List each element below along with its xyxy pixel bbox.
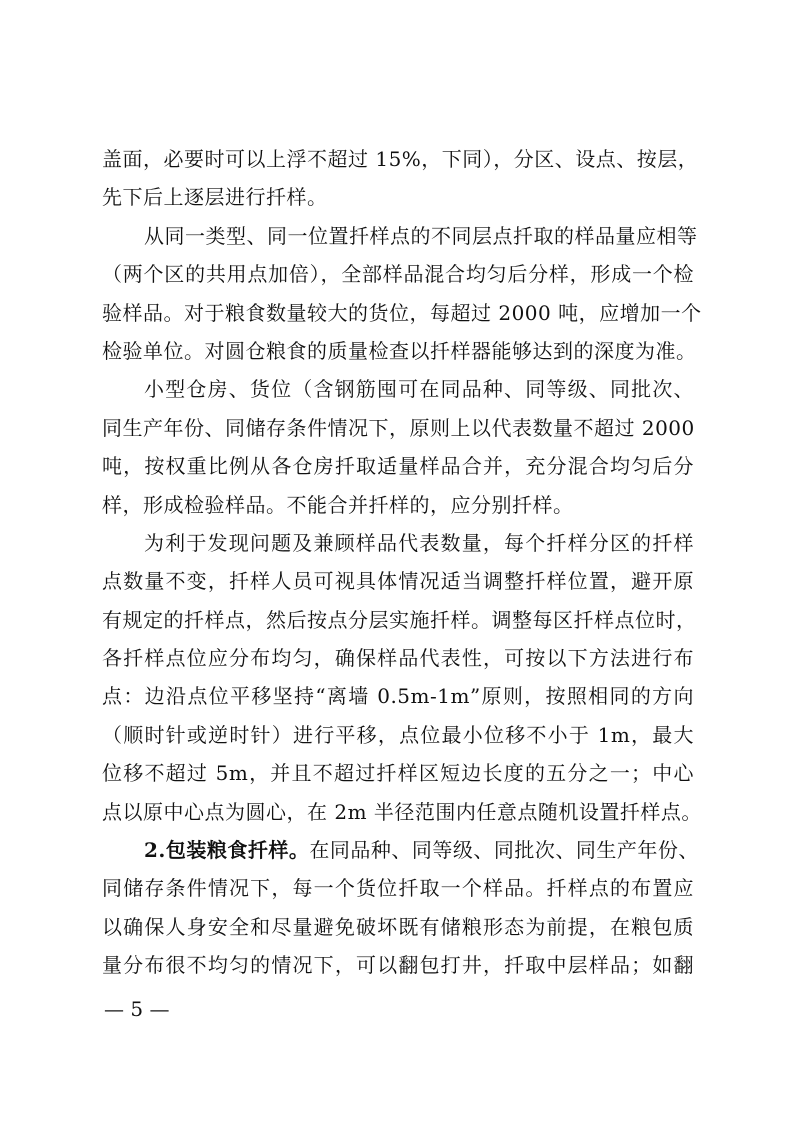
page-number: — 5 —: [104, 997, 170, 1021]
text-line: 各扦样点位应分布均匀，确保样品代表性，可按以下方法进行布: [102, 646, 694, 671]
text-run: 在同品种、同等级、同批次、同生产年份、: [309, 838, 699, 863]
text-line: 有规定的扦样点，然后按点分层实施扦样。调整每区扦样点位时，: [102, 607, 697, 632]
text-line: 点：边沿点位平移坚持“离墙 0.5m-1m”原则，按照相同的方向: [102, 684, 694, 709]
text-line: 吨，按权重比例从各仓房扦取适量样品合并，充分混合均匀后分: [102, 454, 694, 479]
text-line: 样，形成检验样品。不能合并扦样的，应分别扦样。: [102, 492, 574, 517]
text-line: 点以原中心点为圆心，在 2m 半径范围内任意点随机设置扦样点。: [102, 799, 702, 824]
paragraph: [102, 524, 702, 831]
text-line: [102, 831, 699, 869]
paragraph: [102, 140, 699, 217]
paragraph: [102, 831, 699, 985]
text-line: 盖面，必要时可以上浮不超过 15%，下同），分区、设点、按层，: [102, 147, 699, 171]
text-line: 验样品。对于粮食数量较大的货位，每超过 2000 吨，应增加一个: [102, 300, 702, 325]
text-line: 先下后上逐层进行扦样。: [102, 185, 328, 210]
text-line: （两个区的共用点加倍），全部样品混合均匀后分样，形成一个检: [102, 262, 694, 287]
text-line: 同生产年份、同储存条件情况下，原则上以代表数量不超过 2000: [102, 415, 695, 440]
paragraph: [102, 217, 702, 371]
text-line: 小型仓房、货位（含钢筋囤可在同品种、同等级、同批次、: [144, 377, 694, 402]
text-line: 检验单位。对圆仓粮食的质量检查以扦样器能够达到的深度为准。: [102, 338, 697, 363]
text-line: 位移不超过 5m，并且不超过扦样区短边长度的五分之一；中心: [102, 761, 694, 786]
text-line: 点数量不变，扦样人员可视具体情况适当调整扦样位置，避开原: [102, 569, 694, 594]
text-line: （顺时针或逆时针）进行平移，点位最小位移不小于 1m，最大: [102, 722, 694, 747]
text-line: 同储存条件情况下，每一个货位扦取一个样品。扦样点的布置应: [102, 876, 694, 901]
text-line: 为利于发现问题及兼顾样品代表数量，每个扦样分区的扦样: [144, 530, 694, 555]
paragraph: [102, 370, 694, 524]
section-heading: 2.包装粮食扦样。: [144, 838, 310, 863]
text-line: 量分布很不均匀的情况下，可以翻包打井，扦取中层样品；如翻: [102, 953, 694, 978]
document-body: [102, 140, 702, 985]
text-line: 以确保人身安全和尽量避免破坏既有储粮形态为前提，在粮包质: [102, 914, 694, 939]
text-line: 从同一类型、同一位置扦样点的不同层点扦取的样品量应相等: [144, 223, 698, 248]
